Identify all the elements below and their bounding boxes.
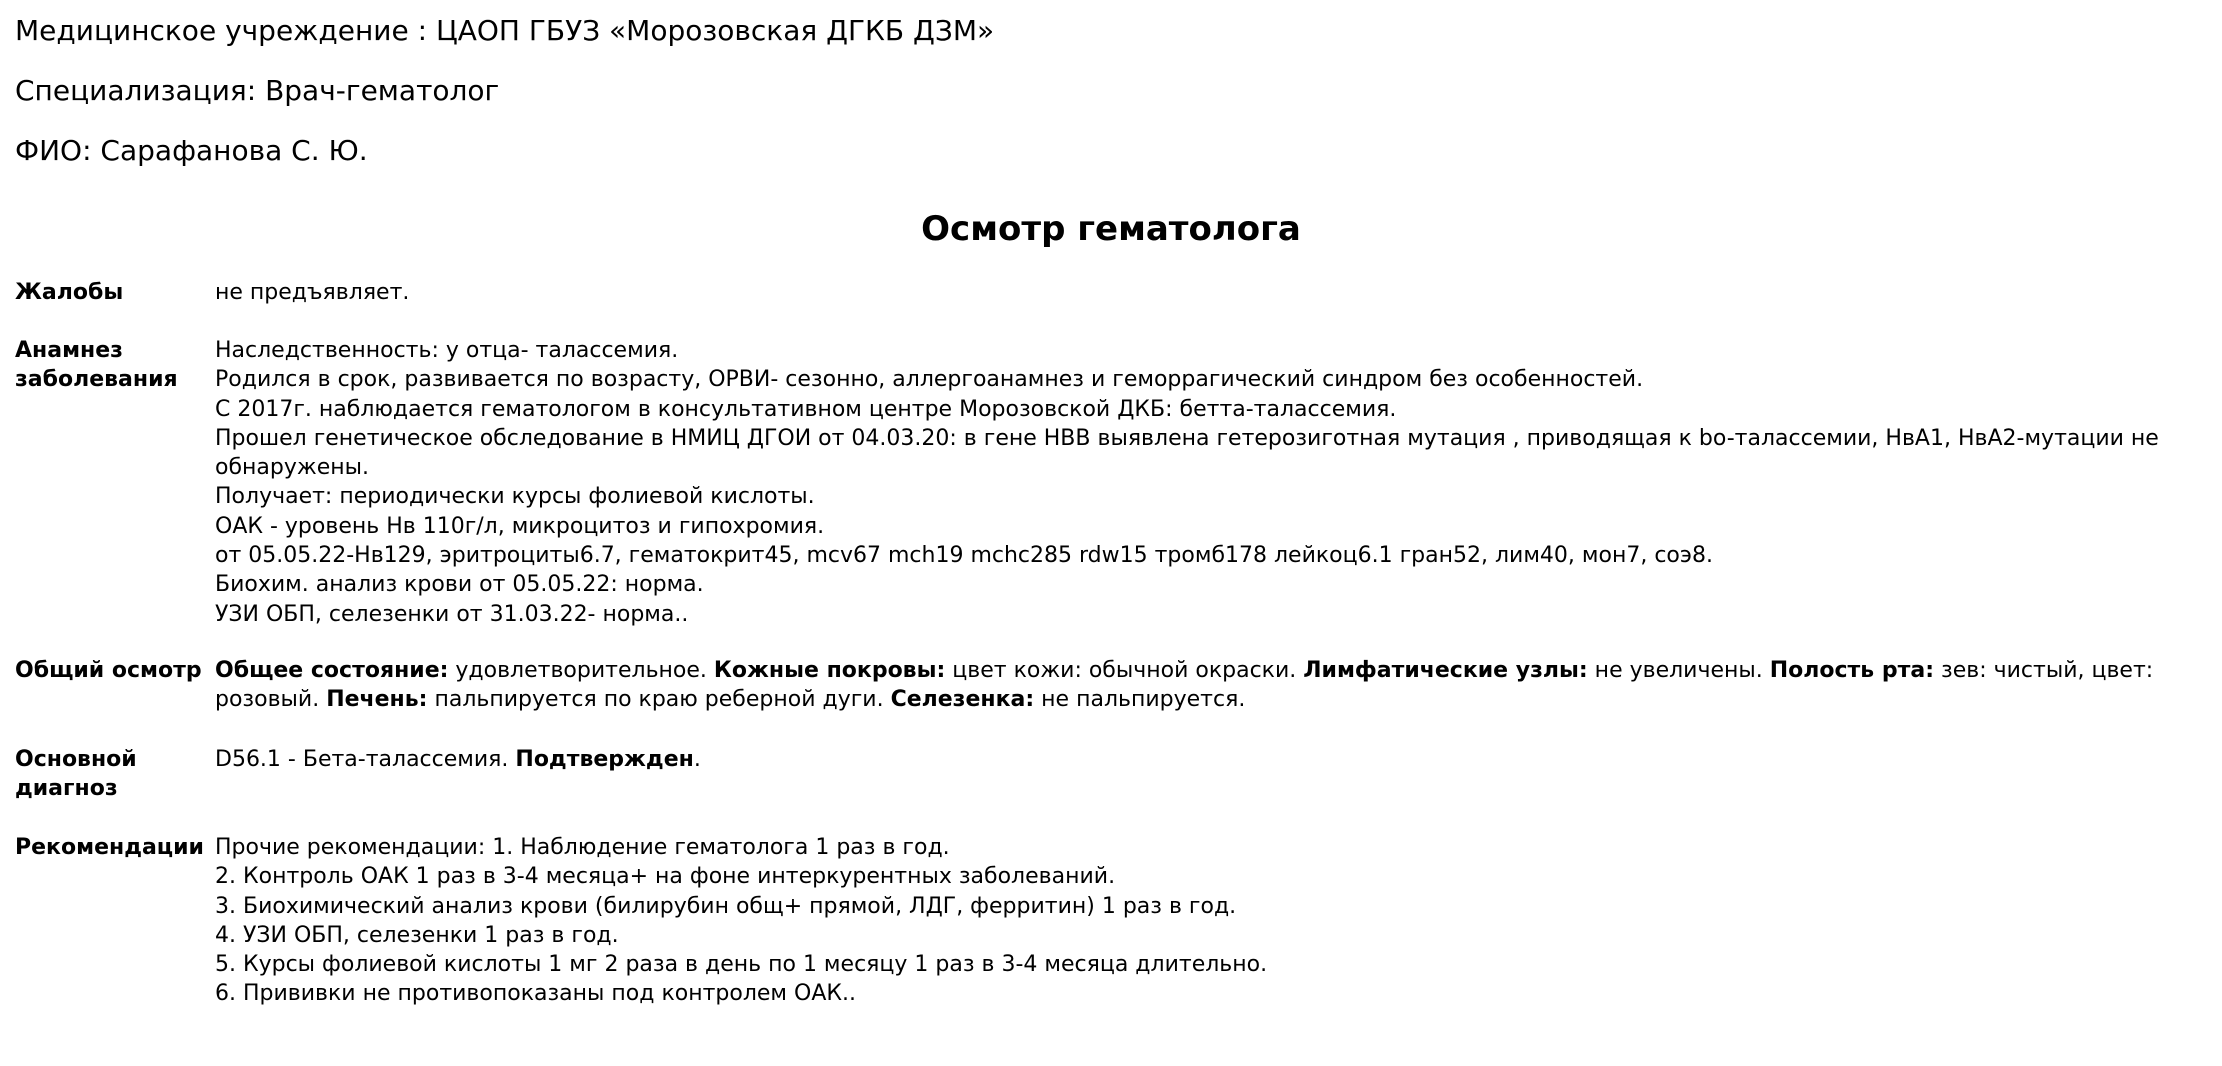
- oral-cavity-value: зев: чистый, цвет: розовый.: [215, 658, 2154, 713]
- complaints-text: не предъявляет.: [215, 280, 410, 305]
- recommendation-line: 6. Прививки не противопоказаны под контролем ОАК..: [215, 981, 856, 1007]
- anamnesis-line: от 05.05.22-Нв129, эритроциты6.7, гематокрит45, mcv67 mch19 mchc285 rdw15 тромб178 лейкоц6.1 гран52, лим40, мон7, соэ8.: [215, 543, 1713, 569]
- anamnesis-line: С 2017г. наблюдается гематологом в консультативном центре Морозовской ДКБ: бетта-талассемия.: [215, 396, 1397, 422]
- diagnosis-status: Подтвержден: [515, 747, 694, 772]
- liver-value: пальпируется по краю реберной дуги.: [427, 687, 891, 713]
- liver-label: Печень:: [326, 687, 428, 713]
- anamnesis-line: УЗИ ОБП, селезенки от 31.03.22- норма..: [215, 601, 689, 627]
- anamnesis-body: [215, 336, 2207, 629]
- document-title: Осмотр гематолога: [921, 209, 1301, 249]
- anamnesis-section: [15, 336, 2207, 629]
- recommendation-line: 3. Биохимический анализ крови (билирубин общ+ прямой, ЛДГ, ферритин) 1 раз в год.: [215, 893, 1237, 919]
- general-exam-label: Общий осмотр: [15, 658, 202, 683]
- general-exam-body: [215, 656, 2207, 715]
- diagnosis-label-line-2: диагноз: [15, 776, 118, 802]
- diagnosis-code: D56.1 - Бета-талассемия.: [215, 747, 516, 772]
- anamnesis-line: Прошел генетическое обследование в НМИЦ ДГОИ от 04.03.20: в гене НВВ выявлена гетерозиготная мутация , приводящая к bo-талассемии, НвА1, НвА2-мутации не обнаружены.: [215, 425, 2159, 481]
- anamnesis-line: Биохим. анализ крови от 05.05.22: норма.: [215, 572, 704, 598]
- diagnosis-section: [15, 745, 2207, 802]
- oral-cavity-label: Полость рта:: [1769, 658, 1935, 683]
- institution-line: Медицинское учреждение : ЦАОП ГБУЗ «Морозовская ДГКБ ДЗМ»: [15, 14, 995, 47]
- recommendation-line: 5. Курсы фолиевой кислоты 1 мг 2 раза в день по 1 месяцу 1 раз в 3-4 месяца длительно.: [215, 952, 1268, 978]
- lymph-nodes-label: Лимфатические узлы:: [1303, 658, 1588, 683]
- anamnesis-line: Получает: периодически курсы фолиевой кислоты.: [215, 484, 815, 510]
- recommendations-section: [15, 833, 2207, 1009]
- skin-value: цвет кожи: обычной окраски.: [945, 658, 1304, 683]
- general-state-value: удовлетворительное.: [448, 658, 714, 683]
- complaints-section: [15, 278, 2207, 307]
- lymph-nodes-value: не увеличены.: [1587, 658, 1770, 683]
- doctor-name-line: ФИО: Сарафанова С. Ю.: [15, 134, 368, 167]
- recommendation-line: Прочие рекомендации: 1. Наблюдение гематолога 1 раз в год.: [215, 835, 950, 860]
- general-exam-section: [15, 656, 2207, 715]
- diagnosis-status-end: .: [693, 747, 701, 772]
- anamnesis-line: Наследственность: у отца- талассемия.: [215, 338, 679, 363]
- anamnesis-label-line-1: Анамнез: [15, 338, 123, 363]
- specialization-line: Специализация: Врач-гематолог: [15, 74, 500, 107]
- anamnesis-label-line-2: заболевания: [15, 367, 178, 393]
- general-state-label: Общее состояние:: [215, 658, 449, 683]
- diagnosis-body: [215, 745, 2207, 774]
- anamnesis-line: Родился в срок, развивается по возрасту, ОРВИ- сезонно, аллергоанамнез и геморрагический синдром без особенностей.: [215, 367, 1644, 393]
- anamnesis-label: [15, 336, 215, 395]
- diagnosis-label-line-1: Основной: [15, 747, 137, 772]
- spleen-label: Селезенка:: [890, 687, 1035, 713]
- spleen-value: не пальпируется.: [1034, 687, 1246, 713]
- recommendations-label: Рекомендации: [15, 835, 204, 860]
- recommendation-line: 2. Контроль ОАК 1 раз в 3-4 месяца+ на фоне интеркурентных заболеваний.: [215, 864, 1116, 890]
- recommendations-body: [215, 833, 2207, 1009]
- skin-label: Кожные покровы:: [713, 658, 946, 683]
- recommendation-line: 4. УЗИ ОБП, селезенки 1 раз в год.: [215, 922, 619, 948]
- complaints-label: Жалобы: [15, 280, 124, 305]
- diagnosis-label: [15, 745, 215, 804]
- anamnesis-line: ОАК - уровень Нв 110г/л, микроцитоз и гипохромия.: [215, 513, 825, 539]
